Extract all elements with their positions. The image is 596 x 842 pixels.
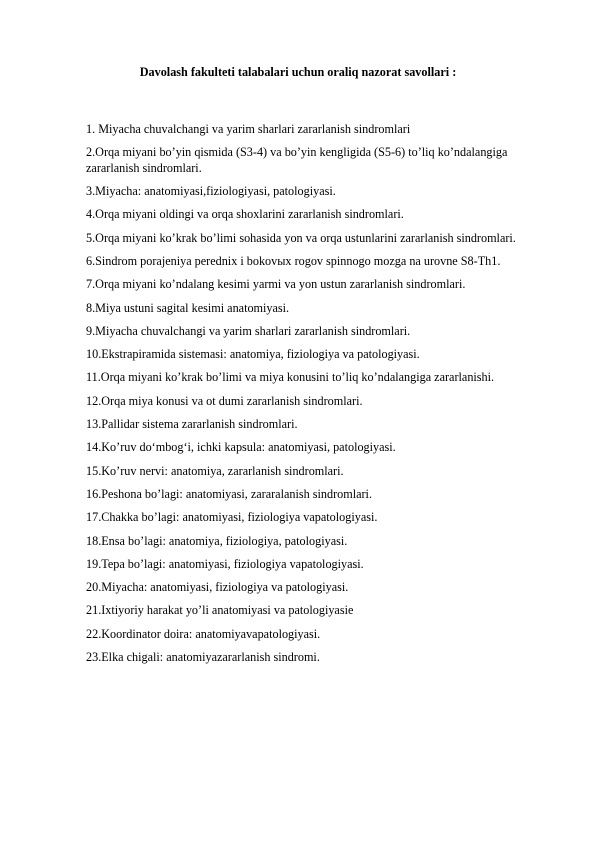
list-item: 7.Orqa miyani ko’ndalang kesimi yarmi va yon ustun zararlanish sindromlari. <box>86 277 466 292</box>
list-item: 19.Tepa bo’lagi: anatomiyasi, fiziologiya vapatologiyasi. <box>86 556 364 571</box>
list-item: 16.Peshona bo’lagi: anatomiyasi, zararalanish sindromlari. <box>86 486 372 501</box>
list-item: 6.Sindrom porajeniya perednix i bokovых rogov spinnogo mozga na urovne S8-Th1. <box>86 253 501 268</box>
list-item: 4.Orqa miyani oldingi va orqa shoxlarini zararlanish sindromlari. <box>86 207 404 222</box>
list-item: 17.Chakka bo’lagi: anatomiyasi, fiziologiya vapatologiyasi. <box>86 510 378 525</box>
list-item: 9.Miyacha chuvalchangi va yarim sharlari zararlanish sindromlari. <box>86 323 411 338</box>
list-item: 14.Ko’ruv do‘mbog‘i, ichki kapsula: anatomiyasi, patologiyasi. <box>86 440 396 455</box>
list-item: 13.Pallidar sistema zararlanish sindromlari. <box>86 417 298 432</box>
list-item: 12.Orqa miya konusi va ot dumi zararlanish sindromlari. <box>86 393 363 408</box>
list-item: 20.Miyacha: anatomiyasi, fiziologiya va patologiyasi. <box>86 580 349 595</box>
question-list <box>86 122 551 673</box>
list-item: 8.Miya ustuni sagital kesimi anatomiyasi. <box>86 300 290 315</box>
list-item: 1. Miyacha chuvalchangi va yarim sharlari zararlanish sindromlari <box>86 122 411 136</box>
list-item: 23.Elka chigali: anatomiyazararlanish sindromi. <box>86 650 320 665</box>
list-item: 21.Ixtiyoriy harakat yo’li anatomiyasi va patologiyasie <box>86 603 354 618</box>
list-item: 15.Ko’ruv nervi: anatomiya, zararlanish sindromlari. <box>86 463 344 478</box>
list-item: 2.Orqa miyani bo’yin qismida (S3-4) va bo’yin kengligida (S5-6) to’liq ko’ndalangiga zararlanish sindromlari. <box>86 145 508 175</box>
list-item: 22.Koordinator doira: anatomiyavapatologiyasi. <box>86 626 321 641</box>
list-item: 10.Ekstrapiramida sistemasi: anatomiya, fiziologiya va patologiyasi. <box>86 347 420 362</box>
list-item: 5.Orqa miyani ko’krak bo’limi sohasida yon va orqa ustunlarini zararlanish sindromlari. <box>86 230 516 245</box>
document-title: Davolash fakulteti talabalari uchun oraliq nazorat savollari : <box>139 65 457 79</box>
list-item: 18.Ensa bo’lagi: anatomiya, fiziologiya, patologiyasi. <box>86 533 348 548</box>
list-item: 11.Orqa miyani ko’krak bo’limi va miya konusini to’liq ko’ndalangiga zararlanishi. <box>86 370 495 385</box>
list-item: 3.Miyacha: anatomiyasi,fiziologiyasi, patologiyasi. <box>86 184 336 199</box>
